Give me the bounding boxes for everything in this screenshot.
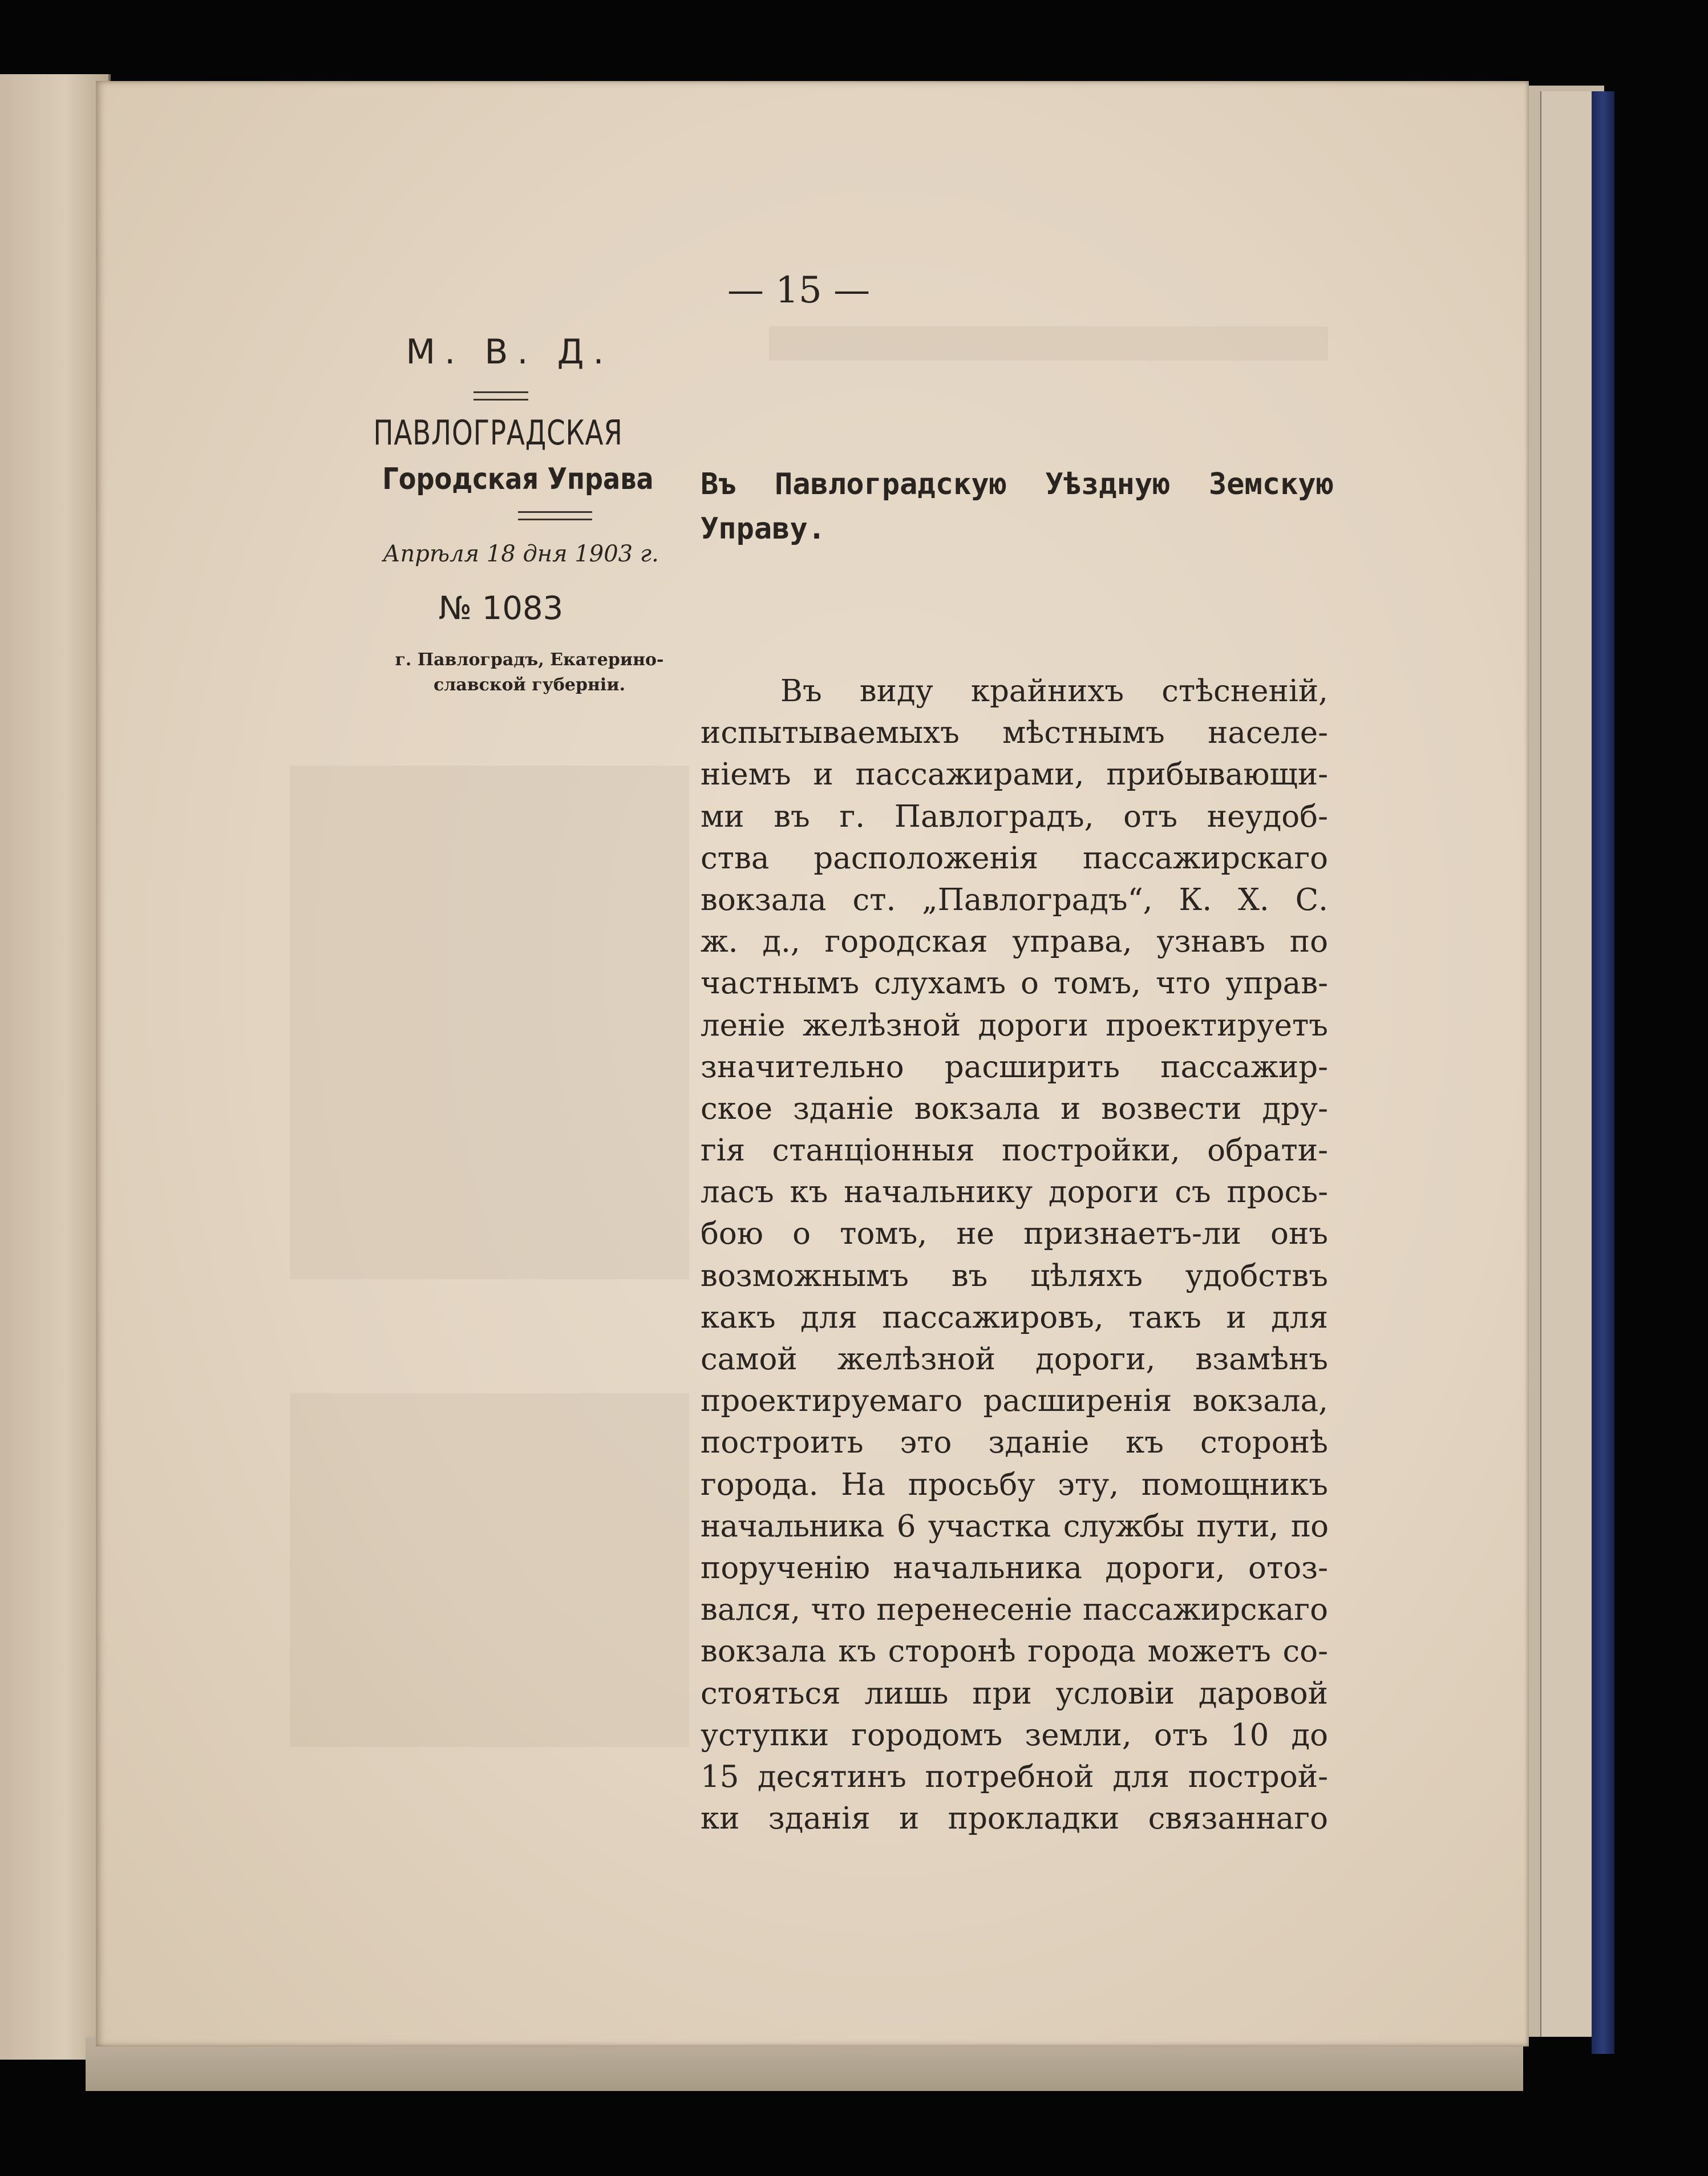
- body-line: порученію начальника дороги, отоз-: [701, 1550, 1328, 1586]
- body-line: ское зданіе вокзала и возвести дру-: [701, 1091, 1328, 1126]
- body-line: построить это зданіе къ сторонѣ: [701, 1425, 1328, 1461]
- page-number: — 15 —: [727, 269, 871, 312]
- bleed-through-mark: [769, 326, 1328, 361]
- place-line-2: славской губерніи.: [433, 675, 626, 695]
- body-line: 15 десятинъ потребной для построй-: [701, 1759, 1328, 1794]
- body-line: леніе желѣзной дороги проектируетъ: [701, 1008, 1328, 1043]
- body-line: ласъ къ начальнику дороги съ прось-: [701, 1175, 1328, 1210]
- council-name: Городская Управа: [382, 462, 654, 496]
- letterhead: [301, 332, 712, 698]
- double-rule: [518, 511, 592, 520]
- body-line: начальника 6 участка службы пути, по: [701, 1508, 1328, 1544]
- body-line: какъ для пассажировъ, такъ и для: [701, 1300, 1328, 1335]
- body-line: ніемъ и пассажирами, прибывающи-: [701, 757, 1328, 792]
- body-line: стояться лишь при условіи даровой: [701, 1676, 1328, 1711]
- letter-date: Апрѣля 18 дня 1903 г.: [383, 541, 659, 567]
- city-name: ПАВЛОГРАДСКАЯ: [373, 413, 623, 453]
- body-line: испытываемыхъ мѣстнымъ населе-: [701, 715, 1328, 751]
- body-line: Въ виду крайнихъ стѣсненій,: [780, 674, 1328, 709]
- body-line: уступки городомъ земли, отъ 10 до: [701, 1717, 1328, 1753]
- body-line: ж. д., городская управа, узнавъ по: [701, 924, 1328, 960]
- letter-body: [701, 670, 1328, 1839]
- document-page: [96, 81, 1529, 2046]
- bleed-through-mark: [290, 766, 689, 1279]
- body-line: значительно расширить пассажир-: [701, 1049, 1328, 1085]
- book-cover-edge: [1592, 91, 1614, 2054]
- bleed-through-mark: [290, 1393, 689, 1747]
- body-line: вокзала ст. „Павлоградъ“, К. Х. С.: [701, 882, 1328, 917]
- body-line: ства расположенія пассажирскаго: [701, 840, 1328, 876]
- document-number: № 1083: [438, 590, 564, 627]
- body-line: города. На просьбу эту, помощникъ: [701, 1467, 1328, 1502]
- body-line: возможнымъ въ цѣляхъ удобствъ: [701, 1258, 1328, 1293]
- place-line-1: г. Павлоградъ, Екатерино-: [395, 650, 664, 670]
- ministry-abbreviation: М. В. Д.: [406, 332, 613, 372]
- addressee-heading: Въ Павлоградскую Уѣздную Земскую Управу.: [701, 467, 1334, 546]
- body-line: вался, что перенесеніе пассажирскаго: [701, 1592, 1328, 1628]
- double-rule: [473, 391, 528, 401]
- body-line: бою о томъ, не признаетъ-ли онъ: [701, 1216, 1328, 1252]
- body-line: вокзала къ сторонѣ города можетъ со-: [701, 1634, 1328, 1669]
- page-stack-edge-inner: [1540, 91, 1593, 2037]
- place-line: [347, 648, 712, 698]
- body-line: ки зданія и прокладки связаннаго: [701, 1801, 1328, 1837]
- body-line: проектируемаго расширенія вокзала,: [701, 1384, 1328, 1419]
- body-line: частнымъ слухамъ о томъ, что управ-: [701, 966, 1328, 1001]
- body-line: ми въ г. Павлоградъ, отъ неудоб-: [701, 799, 1328, 834]
- body-line: гія станціонныя постройки, обрати-: [701, 1133, 1328, 1168]
- body-line: самой желѣзной дороги, взамѣнъ: [701, 1342, 1328, 1377]
- previous-page-edge: [0, 74, 111, 2060]
